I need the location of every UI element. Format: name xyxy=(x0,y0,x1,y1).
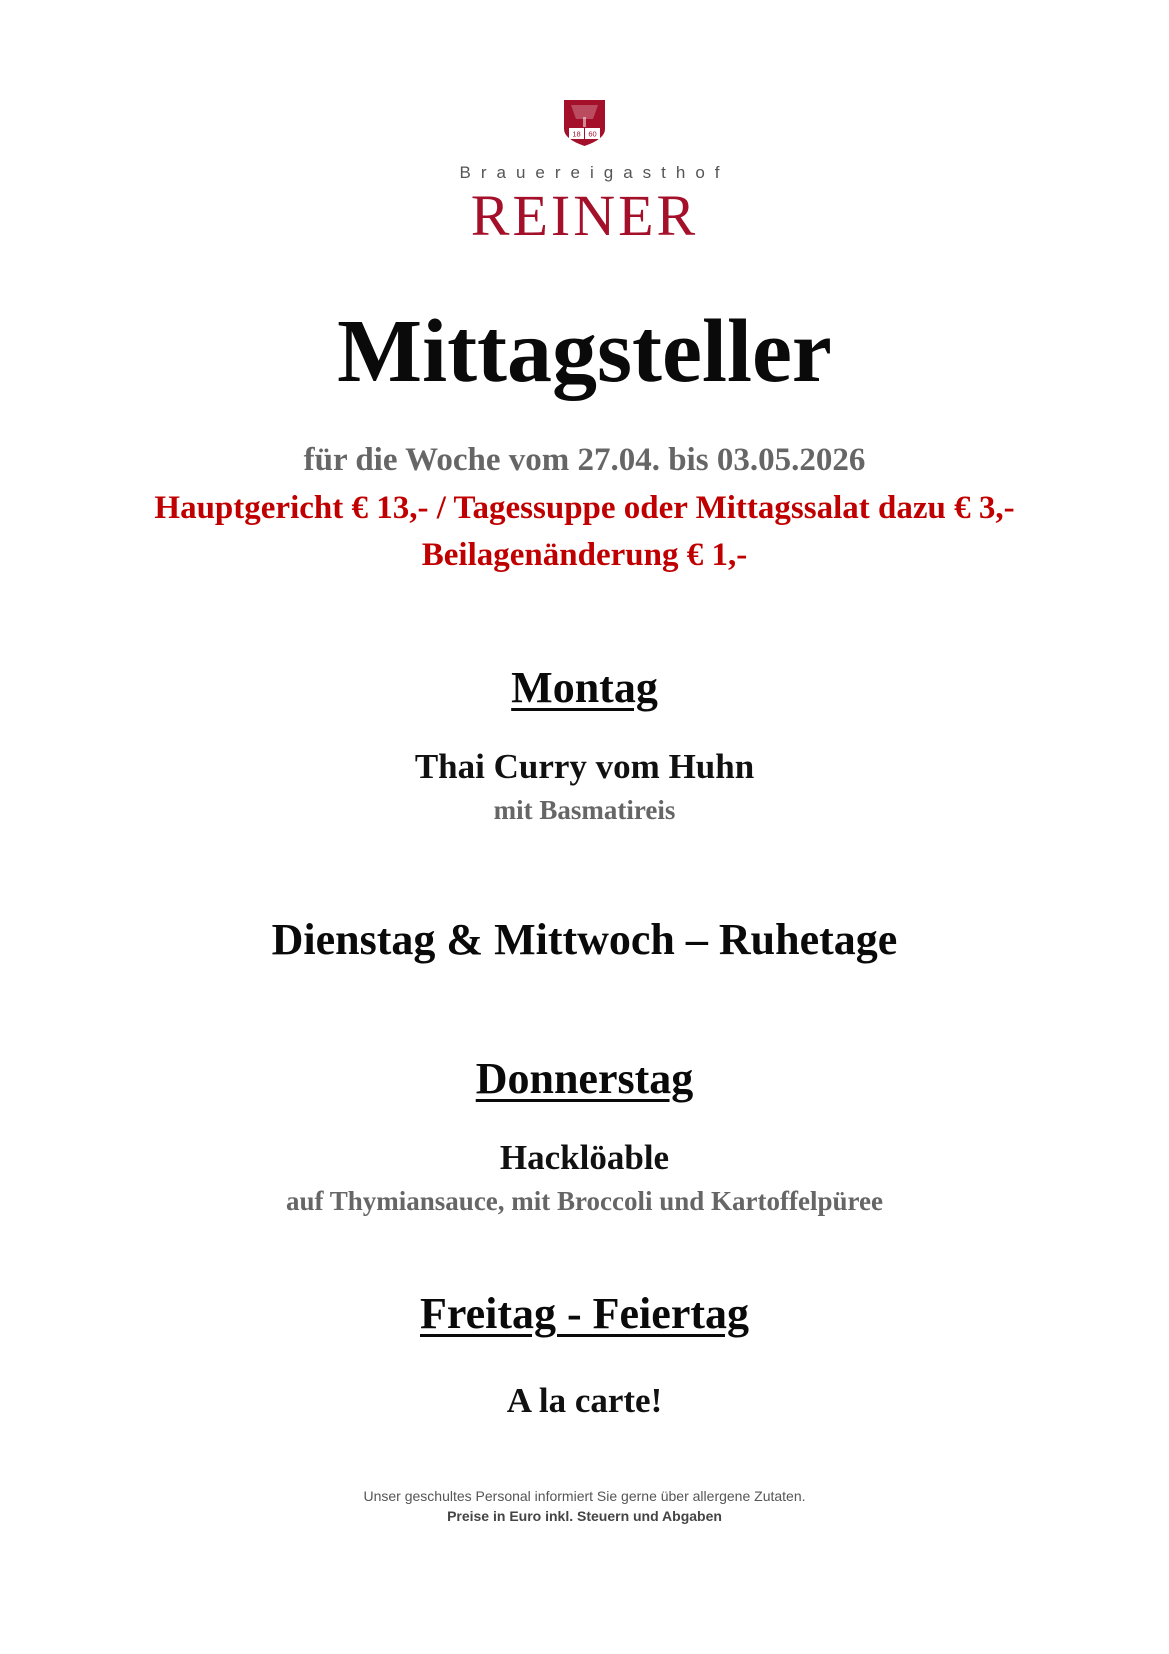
week-range: für die Woche vom 27.04. bis 03.05.2026 xyxy=(303,442,866,478)
allergen-note: Unser geschultes Personal informiert Sie gerne über allergene Zutaten. xyxy=(363,1488,806,1504)
shield-year-right: 60 xyxy=(588,129,597,139)
price-info-main: Hauptgericht € 13,- / Tagessuppe oder Mittagssalat dazu € 3,- xyxy=(154,490,1015,526)
day-heading-thursday: Donnerstag xyxy=(475,1054,694,1103)
page-title: Mittagsteller xyxy=(337,302,832,401)
side-thursday: auf Thymiansauce, mit Broccoli und Kartoffelpüree xyxy=(286,1186,883,1216)
day-heading-monday: Montag xyxy=(511,663,658,712)
side-monday: mit Basmatireis xyxy=(493,795,676,825)
logo-subtitle: Brauereigasthof xyxy=(459,163,730,182)
rest-days-heading: Dienstag & Mittwoch – Ruhetage xyxy=(271,915,898,964)
dish-thursday: Hacklöable xyxy=(499,1138,670,1177)
day-heading-friday: Freitag - Feiertag xyxy=(419,1289,749,1338)
dish-monday: Thai Curry vom Huhn xyxy=(414,747,755,786)
shield-year-left: 18 xyxy=(572,129,581,139)
dish-friday: A la carte! xyxy=(506,1381,663,1420)
tax-note: Preise in Euro inkl. Steuern und Abgaben xyxy=(447,1508,722,1524)
brewery-shield-logo xyxy=(563,99,606,147)
price-info-side-change: Beilagenänderung € 1,- xyxy=(421,537,748,573)
logo-name: REINER xyxy=(470,183,699,248)
